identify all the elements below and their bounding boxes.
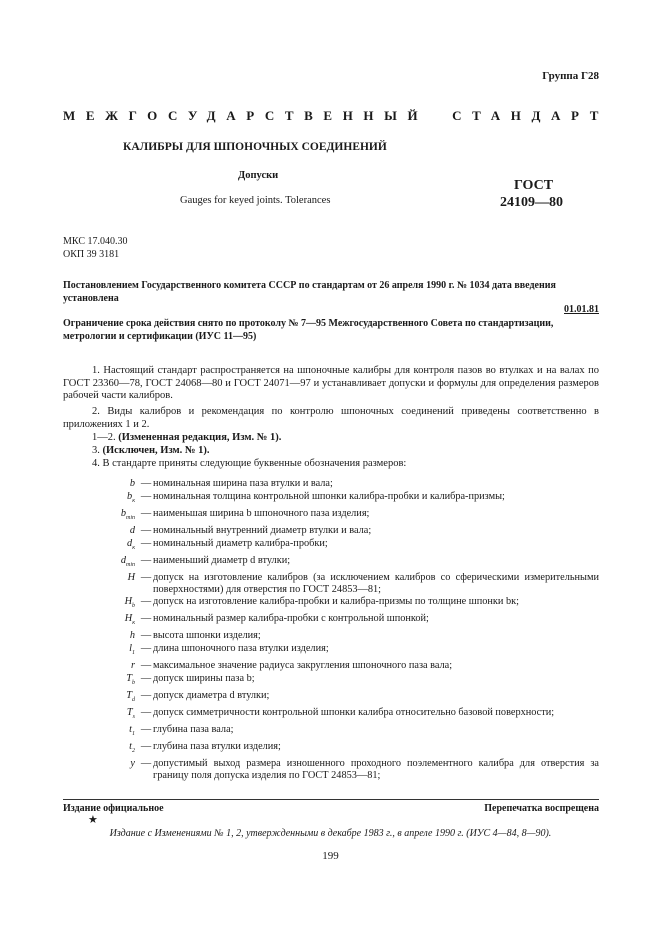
paragraph-3-prefix: 1—2.	[92, 432, 116, 443]
symbol-letter: y	[130, 757, 135, 769]
symbol-dash: —	[140, 723, 152, 735]
symbol-letter: $t_1$	[129, 723, 135, 737]
symbol-letter: $b_{min}$	[120, 507, 135, 521]
symbol-dash: —	[140, 571, 152, 583]
symbol-row	[63, 724, 599, 740]
footer-divider	[63, 799, 599, 800]
symbol-row	[63, 707, 599, 723]
symbol-dash: —	[140, 673, 152, 685]
symbol-letter: $Т_b$	[126, 673, 135, 687]
limit-note: Ограничение срока действия снято по протоколу № 7—95 Межгосударственного Совета по стандартизации, метрологии и сертификации (ИУС 11—95)	[63, 318, 554, 342]
symbol-description: допуск на изготовление калибра-пробки и калибра-призмы по толщине шпонки bк;	[153, 596, 519, 608]
symbol-description: номинальный размер калибра-пробки с контрольной шпонкой;	[153, 613, 429, 625]
paragraph-4	[63, 445, 599, 458]
symbol-row	[63, 572, 599, 596]
symbol-letter: $t_2$	[129, 740, 135, 754]
symbol-row	[63, 538, 599, 554]
symbol-row	[63, 555, 599, 571]
symbol-description: номинальный диаметр калибра-пробки;	[153, 537, 328, 549]
symbol-dash: —	[140, 689, 152, 701]
symbols-list	[63, 478, 599, 783]
symbol-row	[63, 596, 599, 612]
symbol-letter: b	[129, 478, 135, 489]
symbol-dash: —	[140, 596, 152, 608]
symbol-description: номинальный внутренний диаметр втулки и вала;	[153, 524, 372, 536]
symbol-dash: —	[140, 630, 152, 642]
symbol-letter: $Т_d$	[126, 689, 135, 703]
document-subtitle: Допуски	[238, 170, 279, 181]
symbol-dash: —	[140, 757, 152, 769]
symbol-letter: d	[129, 524, 135, 536]
symbol-dash: —	[140, 524, 152, 536]
symbol-letter: $Т_s$	[126, 706, 135, 720]
symbol-row	[63, 613, 599, 629]
group-code: Группа Г28	[542, 70, 599, 82]
symbol-row	[63, 491, 599, 507]
symbol-description: наименьшая ширина b шпоночного паза изделия;	[153, 507, 370, 519]
gost-label: ГОСТ	[514, 178, 554, 193]
symbol-letter: $H_к$	[124, 613, 135, 627]
symbol-description: допустимый выход размера изношенного проходного поэлементного калибра для отверстия за границу поля допуска изделия по ГОСТ 24853—81;	[153, 757, 599, 781]
symbol-description: наименьший диаметр d втулки;	[153, 554, 291, 566]
symbol-dash: —	[140, 660, 152, 672]
paragraph-4-change: (Исключен, Изм. № 1).	[102, 445, 210, 456]
symbol-letter: $l_1$	[129, 643, 135, 657]
symbol-row	[63, 643, 599, 659]
symbol-row	[63, 690, 599, 706]
classification-codes	[63, 235, 127, 261]
edition-label: Издание официальное	[63, 803, 164, 814]
symbol-description: глубина паза вала;	[153, 723, 234, 735]
reprint-notice: Перепечатка воспрещена	[484, 803, 599, 814]
symbol-letter: $d_к$	[127, 537, 135, 551]
symbol-dash: —	[140, 706, 152, 718]
paragraph-4-prefix: 3.	[92, 445, 100, 456]
symbol-row	[63, 673, 599, 689]
symbol-row	[63, 478, 599, 490]
symbol-row	[63, 525, 599, 537]
paragraph-3	[63, 432, 599, 445]
document-title: КАЛИБРЫ ДЛЯ ШПОНОЧНЫХ СОЕДИНЕНИЙ	[123, 141, 387, 153]
symbol-dash: —	[140, 740, 152, 752]
symbol-row	[63, 660, 599, 672]
symbol-letter: h	[129, 630, 135, 642]
symbol-description: допуск на изготовление калибров (за исключением калибров со сферическими измерительными поверхностями) для отверстия по ГОСТ 24853—81;	[153, 571, 599, 595]
symbol-dash: —	[140, 478, 152, 489]
symbol-letter: Н	[127, 571, 135, 583]
symbol-letter: $b_к$	[127, 490, 135, 504]
symbol-description: глубина паза втулки изделия;	[153, 740, 281, 752]
symbol-description: номинальная ширина паза втулки и вала;	[153, 478, 333, 489]
symbol-dash: —	[140, 613, 152, 625]
symbol-description: допуск симметричности контрольной шпонки калибра относительно базовой поверхности;	[153, 706, 555, 718]
gost-number: 24109—80	[500, 195, 563, 210]
symbol-row	[63, 508, 599, 524]
star-icon: ★	[88, 814, 98, 826]
okp-code: ОКП 39 3181	[63, 249, 120, 260]
symbol-description: длина шпоночного паза втулки изделия;	[153, 643, 329, 655]
edition-note: Издание с Изменениями № 1, 2, утвержденными в декабре 1983 г., в апреле 1990 г. (ИУС 4—84, 8—90).	[109, 828, 552, 839]
resolution-text: Постановлением Государственного комитета СССР по стандартам от 26 апреля 1990 г. № 1034 дата введения установлена	[63, 280, 556, 304]
introduction-date: 01.01.81	[564, 304, 599, 315]
symbol-description: высота шпонки изделия;	[153, 630, 261, 642]
standard-heading-right: СТАНДАРТ	[452, 108, 609, 123]
symbol-description: максимальное значение радиуса закругления шпоночного паза вала;	[153, 660, 453, 672]
symbol-dash: —	[140, 537, 152, 549]
symbol-letter: r	[130, 660, 135, 672]
mks-code: МКС 17.040.30	[63, 236, 128, 247]
symbol-dash: —	[140, 643, 152, 655]
paragraph-2: 2. Виды калибров и рекомендация по контролю шпоночных соединений приведены соответственно в приложениях 1 и 2.	[63, 406, 599, 430]
symbol-letter: $Н_b$	[124, 596, 135, 610]
symbol-letter: $d_{min}$	[120, 554, 135, 568]
english-title: Gauges for keyed joints. Tolerances	[180, 195, 331, 206]
symbol-dash: —	[140, 490, 152, 502]
paragraph-5: 4. В стандарте приняты следующие буквенные обозначения размеров:	[92, 458, 407, 469]
symbol-row	[63, 630, 599, 642]
symbol-row	[63, 741, 599, 757]
page-number: 199	[322, 850, 339, 862]
symbol-description: номинальная толщина контрольной шпонки калибра-пробки и калибра-призмы;	[153, 490, 505, 502]
symbol-dash: —	[140, 507, 152, 519]
paragraph-3-change: (Измененная редакция, Изм. № 1).	[118, 432, 282, 443]
symbol-dash: —	[140, 554, 152, 566]
symbol-description: допуск ширины паза b;	[153, 673, 255, 685]
symbol-row	[63, 758, 599, 782]
standard-heading	[63, 108, 609, 124]
paragraph-1: 1. Настоящий стандарт распространяется на шпоночные калибры для контроля пазов во втулках и на валах по ГОСТ 23360—78, ГОСТ 24068—80 и ГОСТ 24071—97 и устанавливает допуски и формулы для определения размеров рабочей части калибров.	[63, 365, 599, 401]
symbol-description: допуск диаметра d втулки;	[153, 689, 270, 701]
standard-heading-left: МЕЖГОСУДАРСТВЕННЫЙ	[63, 108, 429, 123]
